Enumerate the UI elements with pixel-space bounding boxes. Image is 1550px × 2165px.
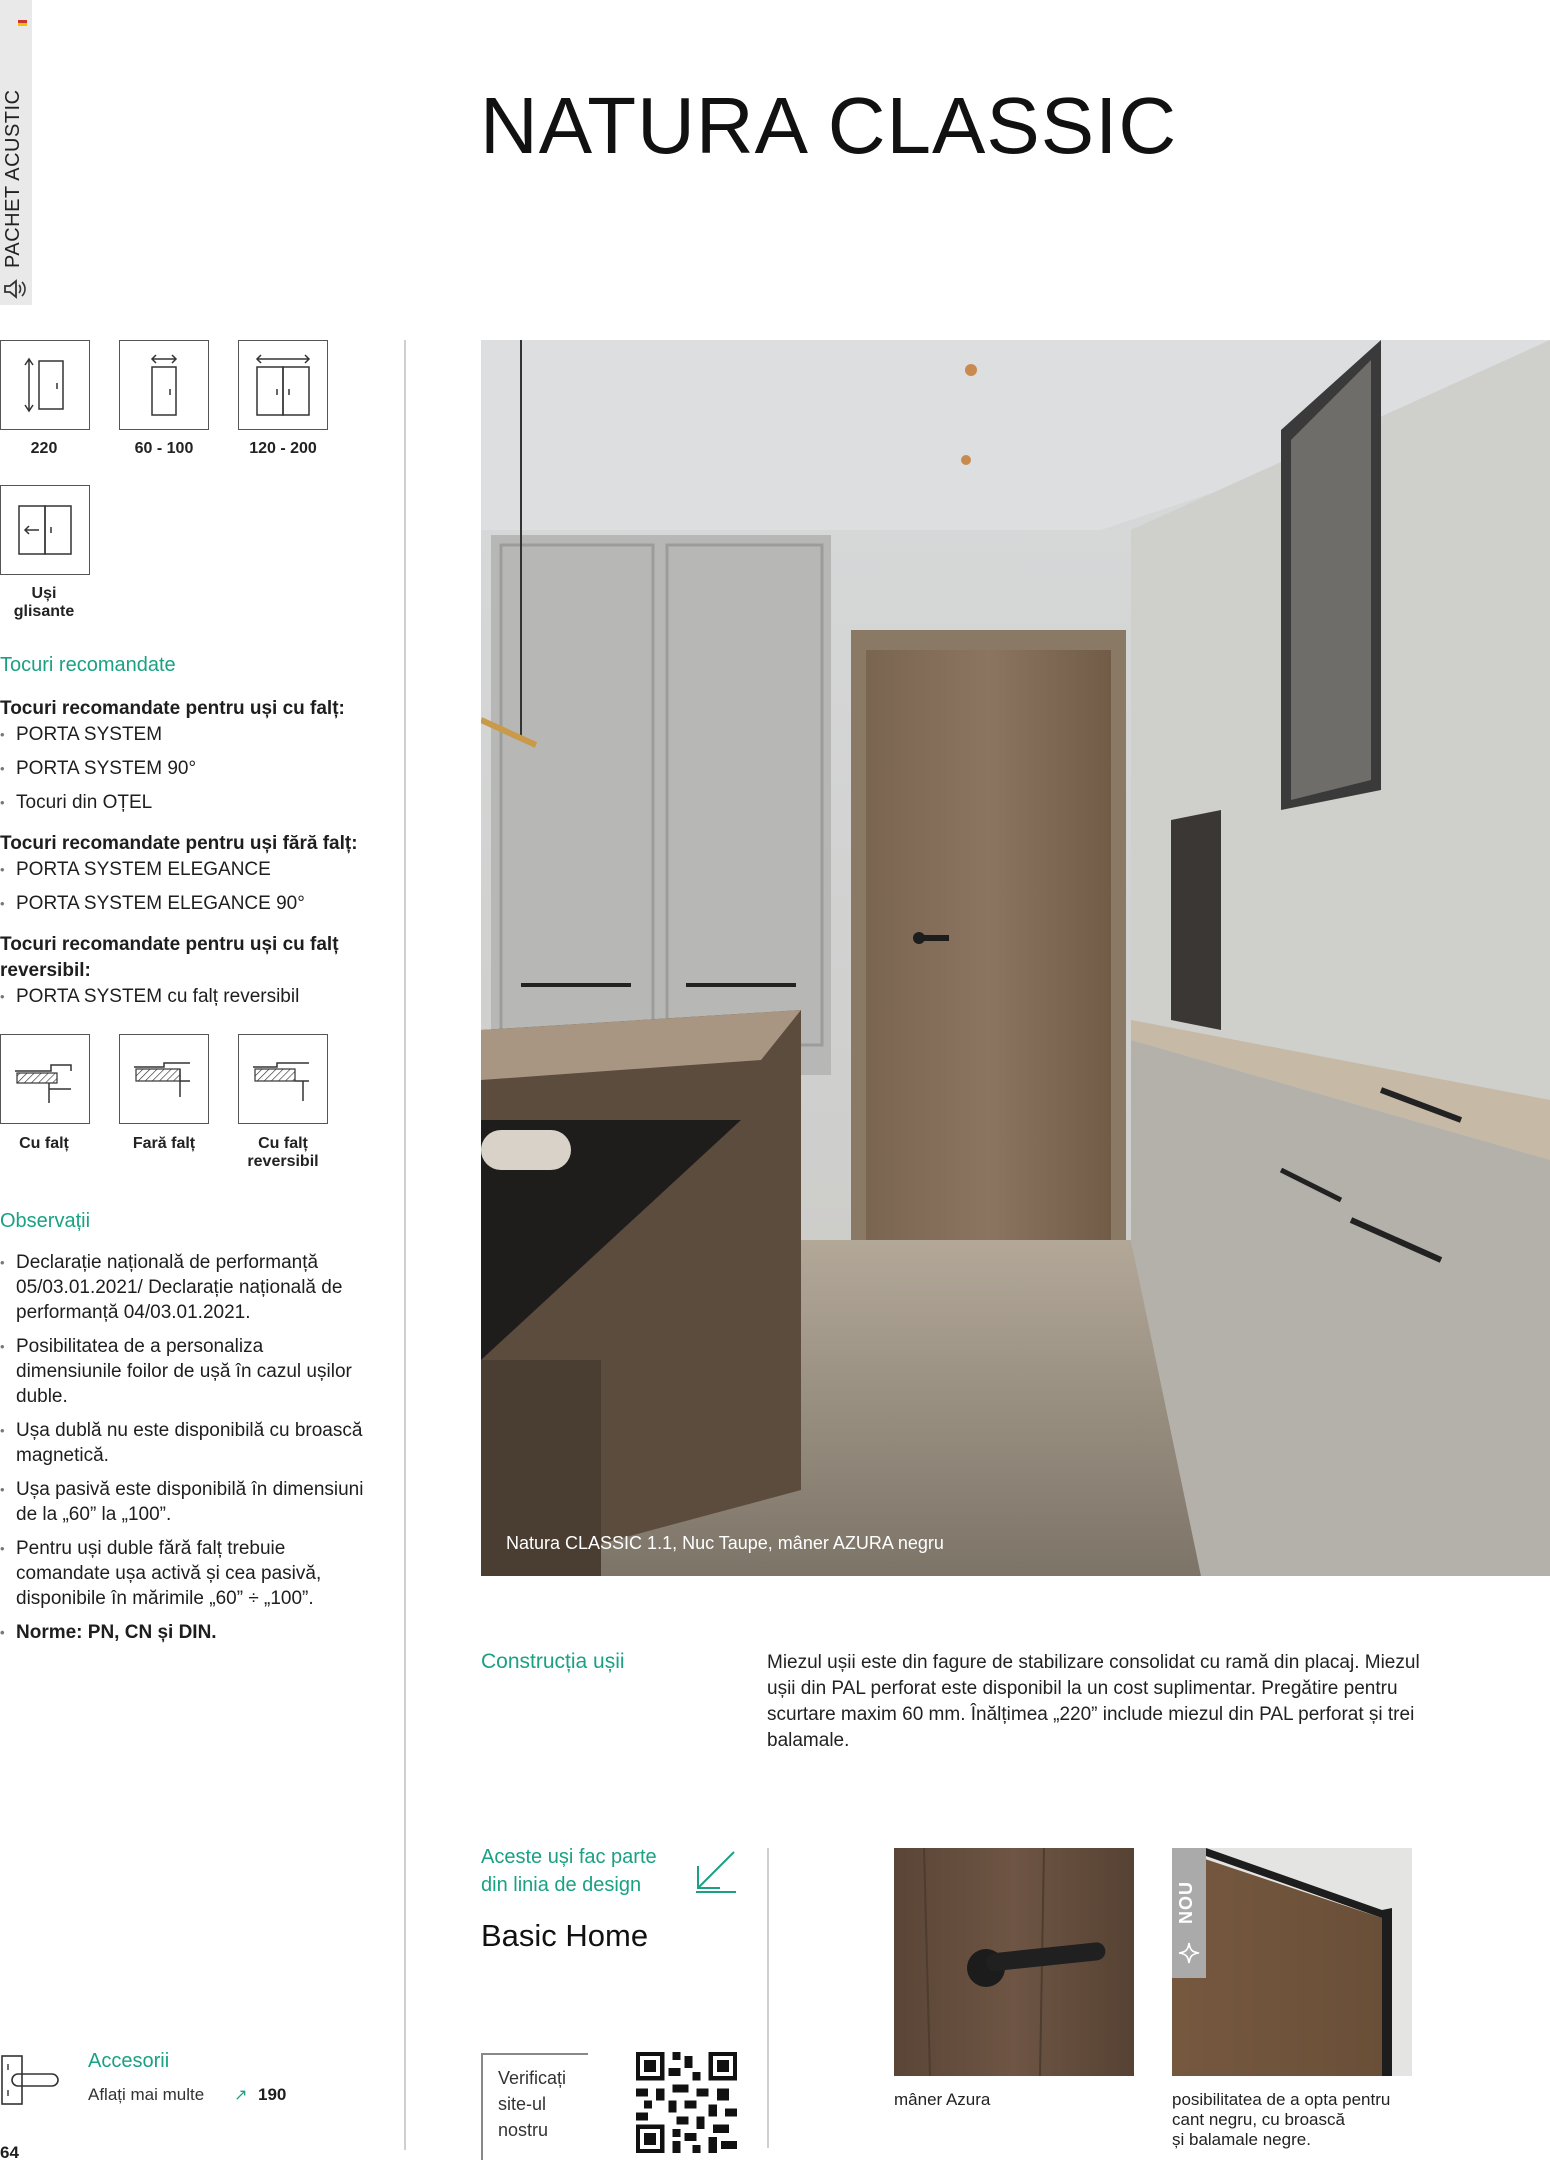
- speaker-icon: [2, 276, 28, 302]
- list-item: • PORTA SYSTEM: [0, 722, 380, 748]
- new-badge: [1172, 1848, 1206, 1978]
- no-rebate-label: Fară falț: [132, 1135, 196, 1152]
- list-item: • PORTA SYSTEM ELEGANCE: [0, 857, 380, 883]
- kitchen-photo: [481, 340, 1550, 1576]
- observations-heading: Observații: [0, 1210, 91, 1232]
- design-divider: [767, 1848, 769, 2148]
- column-divider: [404, 340, 406, 2150]
- rebate-icon: [1, 1035, 89, 1123]
- handle-icon: [0, 2052, 62, 2108]
- edge-thumbnail: [1172, 1848, 1412, 2076]
- sliding-box: [0, 485, 90, 575]
- sliding-label: Uși glisante: [13, 585, 75, 620]
- frames-group1-title: Tocuri recomandate pentru uși cu falț:: [0, 698, 345, 719]
- list-item: • Tocuri din OȚEL: [0, 790, 380, 816]
- verify-line: Verificați: [498, 2068, 567, 2088]
- list-item: • Declarație națională de performanță 05/03.01.2021/ Declarație națională de performanță 04/03.01.2021.: [0, 1250, 370, 1325]
- rebate-box: [0, 1034, 90, 1124]
- height-label: 220: [30, 440, 58, 457]
- construction-text: Miezul ușii este din fagure de stabilizare consolidat cu ramă din placaj. Miezul ușii din PAL perforat este disponibil la un cost suplimentar. Pregătire pentru scurtare maxim 60 mm. Înălțimea „220” include miezul din PAL perforat și trei balamale.: [767, 1652, 1420, 1751]
- edge-caption: posibilitatea de a opta pentru cant negru, cu broască și balamale negre.: [1172, 2090, 1391, 2149]
- handle-thumbnail: [894, 1848, 1134, 2076]
- page-title: NATURA CLASSIC: [480, 81, 1178, 170]
- photo-caption: Natura CLASSIC 1.1, Nuc Taupe, mâner AZURA negru: [506, 1533, 944, 1553]
- height-icon: [1, 341, 89, 429]
- width-single-label: 60 - 100: [134, 440, 194, 457]
- sparkle-icon: [1178, 1942, 1200, 1964]
- list-item: • Ușa pasivă este disponibilă în dimensiuni de la „60” la „100”.: [0, 1477, 370, 1527]
- handle-caption: mâner Azura: [894, 2090, 991, 2109]
- accessories-heading: Accesorii: [88, 2050, 170, 2072]
- list-item: • Norme: PN, CN și DIN.: [0, 1620, 370, 1645]
- list-item: • Pentru uși duble fără falț trebuie comandate ușa activă și cea pasivă, disponibile în mărimile „60” ÷ „100”.: [0, 1536, 370, 1611]
- width-double-icon: [239, 341, 327, 429]
- width-double-box: [238, 340, 328, 430]
- design-line-heading: Aceste uși fac parte din linia de design: [481, 1846, 657, 1896]
- reversible-rebate-icon: [239, 1035, 327, 1123]
- verify-line: site-ul: [498, 2094, 547, 2114]
- frames-heading: Tocuri recomandate: [0, 654, 176, 676]
- width-double-label: 120 - 200: [249, 440, 317, 457]
- list-item: • Ușa dublă nu este disponibilă cu broască magnetică.: [0, 1418, 370, 1468]
- observations-list: [0, 1250, 370, 1654]
- arrow-up-right-icon: ↗: [234, 2087, 248, 2104]
- width-single-box: [119, 340, 209, 430]
- construction-heading: Construcția ușii: [481, 1650, 625, 1673]
- list-item: • PORTA SYSTEM 90°: [0, 756, 380, 782]
- no-rebate-box: [119, 1034, 209, 1124]
- flag-icon: [18, 20, 27, 23]
- page-number: 64: [0, 2143, 19, 2162]
- verify-website: [481, 2053, 588, 2160]
- list-item: • Posibilitatea de a personaliza dimensiunile foilor de ușă în cazul ușilor duble.: [0, 1334, 370, 1409]
- qr-code[interactable]: [636, 2052, 737, 2153]
- design-line-name: Basic Home: [481, 1918, 649, 1953]
- reversible-rebate-label: Cu falț reversibil: [247, 1135, 319, 1170]
- verify-line: nostru: [498, 2120, 549, 2140]
- frames-group2-title: Tocuri recomandate pentru uși fără falț:: [0, 833, 358, 854]
- side-tab: [0, 0, 32, 305]
- side-tab-label: PACHET ACUSTIC: [2, 89, 24, 268]
- width-single-icon: [120, 341, 208, 429]
- height-box: [0, 340, 90, 430]
- frames-list: [0, 696, 380, 1010]
- list-item: • PORTA SYSTEM cu falț reversibil: [0, 984, 380, 1010]
- reversible-rebate-box: [238, 1034, 328, 1124]
- new-badge-label: NOU: [1176, 1881, 1196, 1924]
- hero-photo: [481, 340, 1550, 1576]
- accessories-page-link[interactable]: 190: [258, 2085, 287, 2104]
- arrow-down-left-icon: [692, 1848, 738, 1894]
- sliding-door-icon: [1, 486, 89, 574]
- learn-more-link[interactable]: Aflați mai multe: [88, 2085, 205, 2104]
- no-rebate-icon: [120, 1035, 208, 1123]
- list-item: • PORTA SYSTEM ELEGANCE 90°: [0, 891, 380, 917]
- frames-group3-title: Tocuri recomandate pentru uși cu falț reversibil:: [0, 934, 339, 981]
- rebate-label: Cu falț: [19, 1135, 69, 1152]
